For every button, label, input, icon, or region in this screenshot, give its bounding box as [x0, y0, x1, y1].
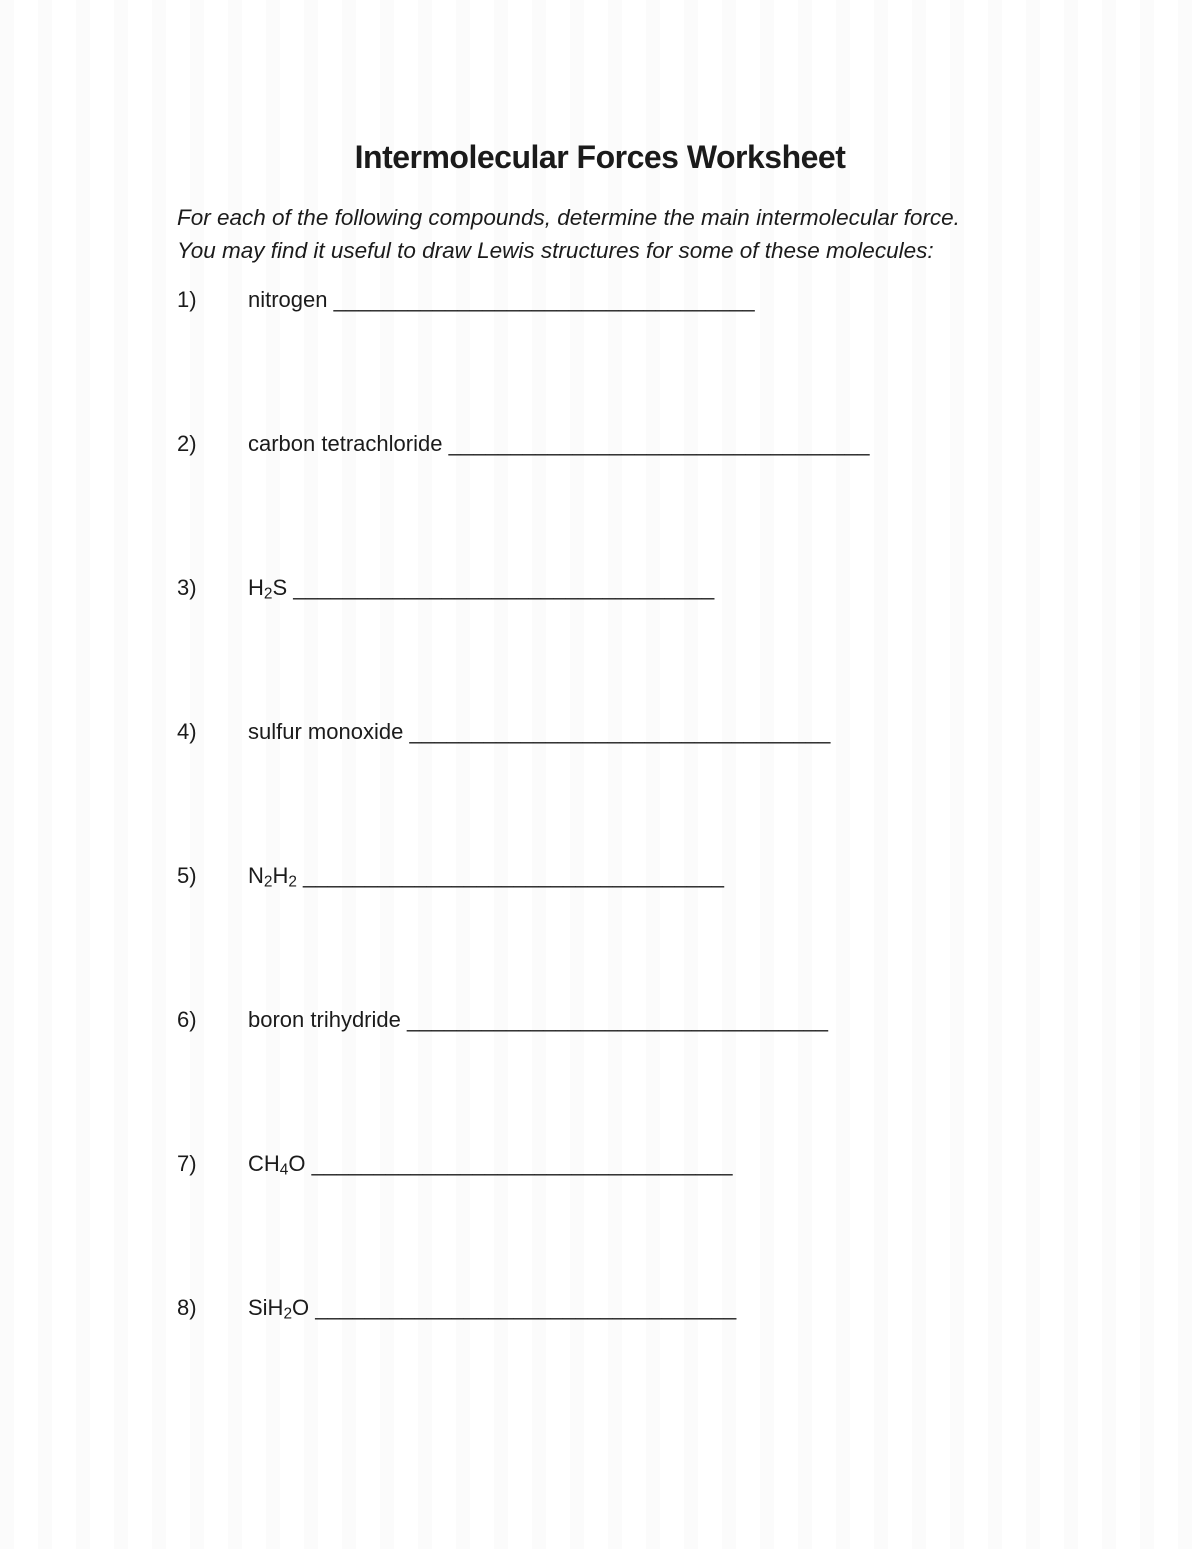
instructions-line-2: You may find it useful to draw Lewis structures for some of these molecules:: [177, 238, 934, 263]
question-list: [177, 287, 870, 1439]
answer-blank: __________________________________: [311, 1151, 733, 1176]
question-number: 5): [177, 863, 197, 888]
answer-blank: __________________________________: [448, 431, 870, 456]
compound-name: sulfur monoxide: [248, 719, 404, 744]
answer-blank: __________________________________: [409, 719, 831, 744]
question-number: 4): [177, 719, 197, 744]
question-row: [177, 863, 870, 1007]
question-number: 1): [177, 287, 197, 312]
answer-blank: __________________________________: [293, 575, 715, 600]
question-number: 8): [177, 1295, 197, 1320]
instructions-text: [177, 201, 1037, 267]
question-number: 3): [177, 575, 197, 600]
answer-blank: __________________________________: [315, 1295, 737, 1320]
compound-name: $CH_4O$: [248, 1151, 306, 1179]
question-row: [177, 287, 870, 431]
question-row: [177, 575, 870, 719]
compound-name: $H_2S$: [248, 575, 288, 603]
question-number: 2): [177, 431, 197, 456]
question-row: [177, 1295, 870, 1439]
compound-name: nitrogen: [248, 287, 328, 312]
compound-name: boron trihydride: [248, 1007, 401, 1032]
question-row: [177, 719, 870, 863]
question-row: [177, 1007, 870, 1151]
answer-blank: __________________________________: [407, 1007, 829, 1032]
instructions-line-1: For each of the following compounds, determine the main intermolecular force.: [177, 205, 960, 230]
answer-blank: __________________________________: [303, 863, 725, 888]
question-number: 7): [177, 1151, 197, 1176]
compound-name: carbon tetrachloride: [248, 431, 443, 456]
page-title: Intermolecular Forces Worksheet: [354, 139, 846, 175]
compound-name: SiH$_2$O: [248, 1295, 310, 1323]
compound-name: $N_2H_2$: [248, 863, 297, 891]
question-number: 6): [177, 1007, 197, 1032]
question-row: [177, 1151, 870, 1295]
question-row: [177, 431, 870, 575]
answer-blank: __________________________________: [333, 287, 755, 312]
